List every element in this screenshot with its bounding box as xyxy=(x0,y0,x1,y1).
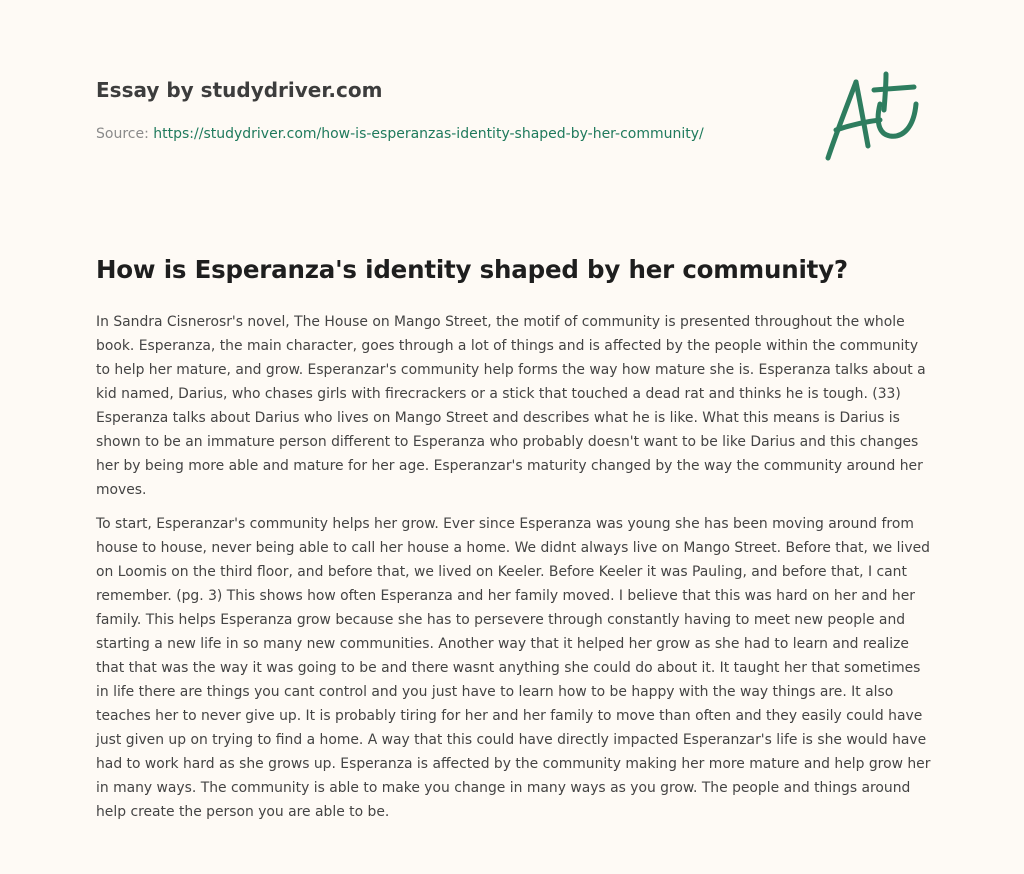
essay-header xyxy=(96,76,796,144)
source-label: Source: xyxy=(96,126,149,142)
site-title: Essay by studydriver.com xyxy=(96,78,383,102)
source-link[interactable]: https://studydriver.com/how-is-esperanzas-identity-shaped-by-her-community/ xyxy=(153,126,704,142)
paragraph: In Sandra Cisnerosr's novel, The House on Mango Street, the motif of community is presented throughout the whole book. Esperanza, the main character, goes through a lot of things and is affected by the people within the community to help her mature, and grow. Esperanzar's community help forms the way how mature she is. Esperanza talks about a kid named, Darius, who chases girls with firecrackers or a stick that touched a dead rat and thinks he is tough. (33) Esperanza talks about Darius who lives on Mango Street and describes what he is like. What this means is Darius is shown to be an immature person different to Esperanza who probably doesn't want to be like Darius and this changes her by being more able and mature for her age. Esperanzar's maturity changed by the way the community around her moves. xyxy=(96,314,926,498)
source-line xyxy=(96,124,796,144)
article-title: How is Esperanza's identity shaped by her community? xyxy=(96,255,848,284)
a-plus-logo-icon xyxy=(822,68,926,164)
essay-article xyxy=(96,252,932,834)
paragraph: To start, Esperanzar's community helps her grow. Ever since Esperanza was young she has been moving around from house to house, never being able to call her house a home. We didnt always live on Mango Street. Before that, we lived on Loomis on the third floor, and before that, we lived on Keeler. Before Keeler it was Pauling, and before that, I cant remember. (pg. 3) This shows how often Esperanza and her family moved. I believe that this was hard on her and her family. This helps Esperanza grow because she has to persevere through constantly having to meet new people and starting a new life in so many new communities. Another way that it helped her grow as she had to learn and realize that that was the way it was going to be and there wasnt anything she could do about it. It taught her that sometimes in life there are things you cant control and you just have to learn how to be happy with the way things are. It also teaches her to never give up. It is probably tiring for her and her family to move than often and they easily could have just given up on trying to find a home. A way that this could have directly impacted Esperanzar's life is she would have had to work hard as she grows up. Esperanza is affected by the community making her more mature and help grow her in many ways. The community is able to make you change in many ways as you grow. The people and things around help create the person you are able to be. xyxy=(96,516,931,820)
